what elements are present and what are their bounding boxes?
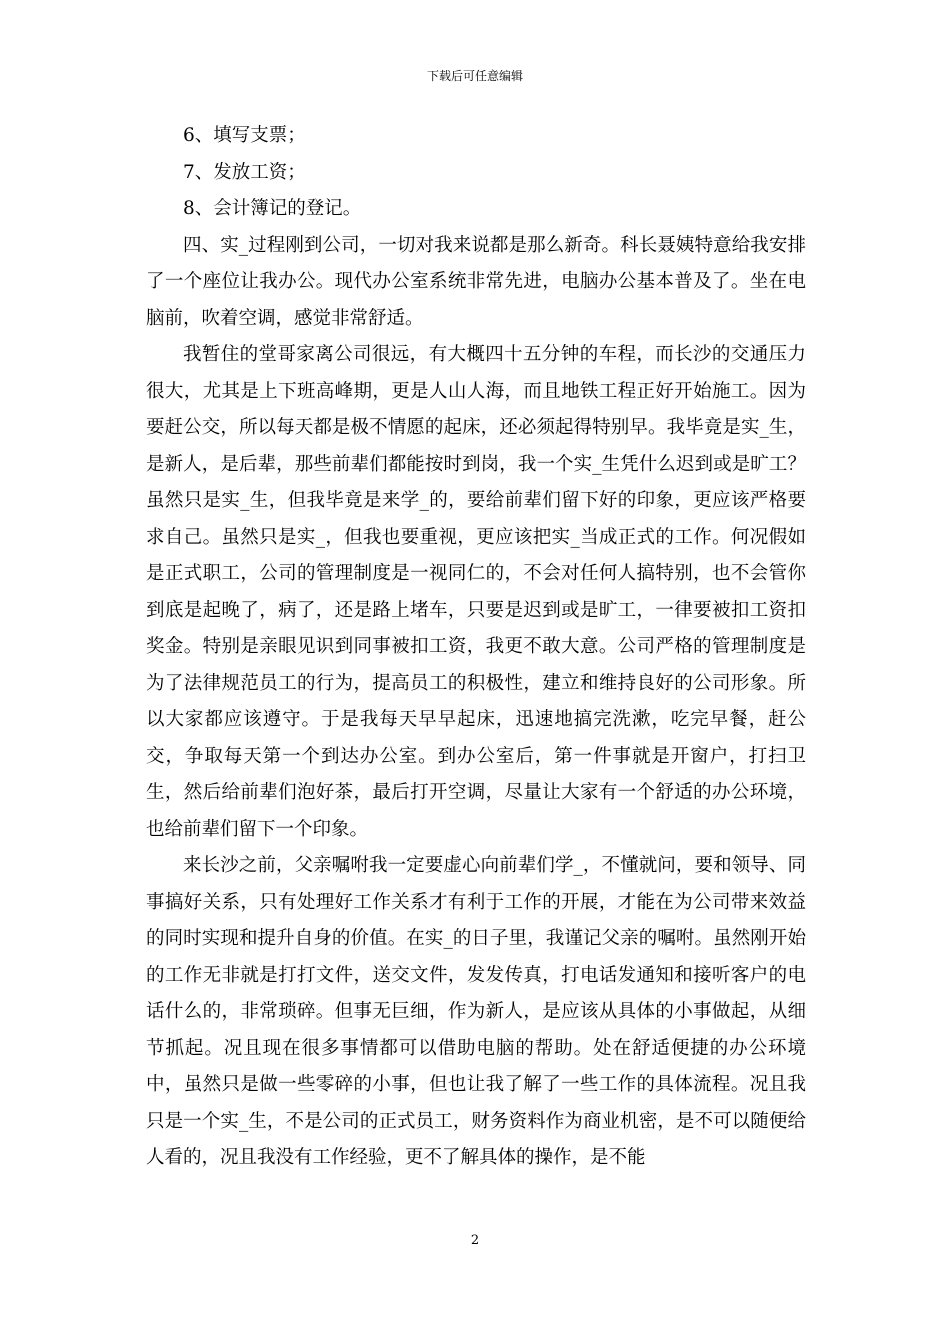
paragraph-section-four: 四、实_过程刚到公司，一切对我来说都是那么新奇。科长聂姨特意给我安排了一个座位让我办公。现代办公室系统非常先进，电脑办公基本普及了。坐在电脑前，吹着空调，感觉非常舒适。 [146,234,806,329]
page-header: 下载后可任意编辑 [426,69,523,83]
list-item-8: 8、会计簿记的登记。 [183,198,362,219]
page-number: 2 [470,1233,480,1248]
list-item-6: 6、填写支票； [183,125,306,146]
paragraph-commute: 我暂住的堂哥家离公司很远，有大概四十五分钟的车程，而长沙的交通压力很大，尤其是上下班高峰期，更是人山人海，而且地铁工程正好开始施工。因为要赶公交，所以每天都是极不情愿的起床，还必须起得特别早。我毕竟是实_生，是新人，是后辈，那些前辈们都能按时到岗，我一个实_生凭什么迟到或是旷工？虽然只是实_生，但我毕竟是来学_的，要给前辈们留下好的印象，更应该严格要求自己。虽然只是实_，但我也要重视，更应该把实_当成正式的工作。何况假如是正式职工，公司的管理制度是一视同仁的，不会对任何人搞特别，也不会管你到底是起晚了，病了，还是路上堵车，只要是迟到或是旷工，一律要被扣工资扣奖金。特别是亲眼见识到同事被扣工资，我更不敢大意。公司严格的管理制度是为了法律规范员工的行为，提高员工的积极性，建立和维持良好的公司形象。所以大家都应该遵守。于是我每天早早起床，迅速地搞完洗漱，吃完早餐，赶公交，争取每天第一个到达办公室。到办公室后，第一件事就是开窗户，打扫卫生，然后给前辈们泡好茶，最后打开空调，尽量让大家有一个舒适的办公环境，也给前辈们留下一个印象。 [146,344,806,840]
list-item-7: 7、发放工资； [183,161,306,183]
paragraph-father-advice: 来长沙之前，父亲嘱咐我一定要虚心向前辈们学_，不懂就问，要和领导、同事搞好关系，只有处理好工作关系才有利于工作的开展，才能在为公司带来效益的同时实现和提升自身的价值。在实_的日子里，我谨记父亲的嘱咐。虽然刚开始的工作无非就是打打文件，送交文件，发发传真，打电话发通知和接听客户的电话什么的，非常琐碎。但事无巨细，作为新人，是应该从具体的小事做起，从细节抓起。况且现在很多事情都可以借助电脑的帮助。处在舒适便捷的办公环境中，虽然只是做一些零碎的小事，但也让我了解了一些工作的具体流程。况且我只是一个实_生，不是公司的正式员工，财务资料作为商业机密，是不可以随便给人看的，况且我没有工作经验，更不了解具体的操作，是不能 [146,855,806,1168]
document-body [146,118,806,1177]
